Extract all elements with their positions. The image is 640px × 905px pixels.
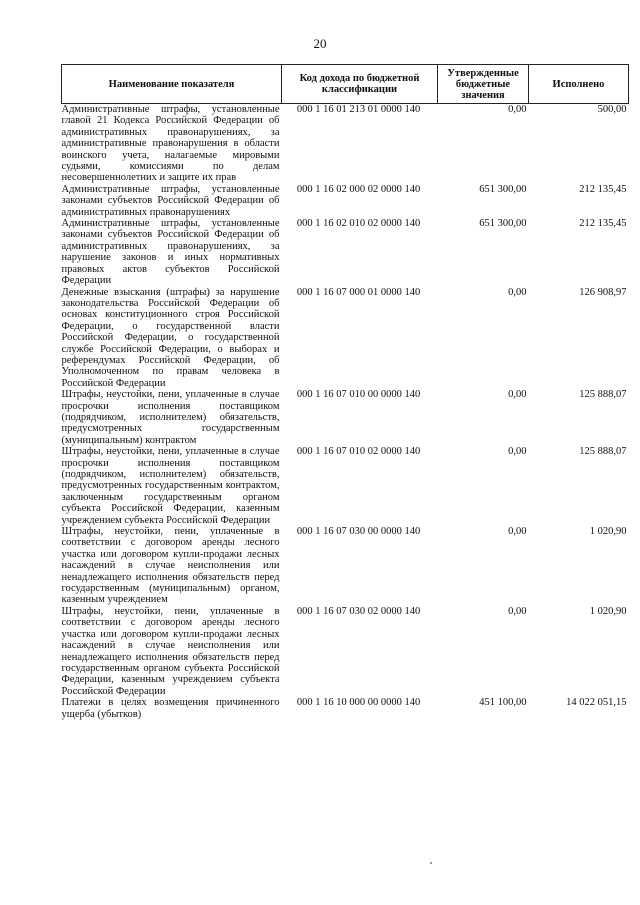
executed-value: 126 908,97 xyxy=(579,286,627,298)
indicator-name: Штрафы, неустойки, пени, уплаченные в соответствии с договором аренды лесного участка или договором купли-продажи лесных насаждений в случае неисполнения или ненадлежащего исполнения обязательств перед государственным (муниципальным) органом, казенным учреждением xyxy=(61,526,280,606)
indicator-name: Штрафы, неустойки, пени, уплаченные в соответствии с договором аренды лесного участка или договором купли-продажи лесных насаждений в случае неисполнения или ненадлежащего исполнения обязательств перед государственным органом субъекта Российской Федерации, казенным учреждением субъекта Российской Федерации xyxy=(61,605,280,697)
indicator-name: Штрафы, неустойки, пени, уплаченные в случае просрочки исполнения поставщиком (подрядчиком, исполнителем) обязательств, предусмотренных государственным контрактом, заключенным государственным органом субъекта Российской Федерации, казенным учреждением субъекта Российской Федерации xyxy=(61,446,280,526)
income-code: 000 1 16 07 010 02 0000 140 xyxy=(296,446,421,458)
approved-value: 0,00 xyxy=(508,526,527,538)
table-row xyxy=(62,526,629,606)
executed-value: 125 888,07 xyxy=(579,446,627,458)
indicator-name: Административные штрафы, установленные законами субъектов Российской Федерации об административных правонарушениях, за нарушение законов и иных нормативных правовых актов субъектов Российской Федерации xyxy=(61,218,280,287)
approved-value: 0,00 xyxy=(508,605,527,617)
income-code: 000 1 16 07 000 01 0000 140 xyxy=(296,286,421,298)
table-row xyxy=(62,606,629,697)
table-row xyxy=(62,287,629,390)
approved-value: 451 100,00 xyxy=(479,697,527,709)
approved-value: 0,00 xyxy=(508,389,527,401)
table-row xyxy=(62,218,629,286)
income-code: 000 1 16 07 010 00 0000 140 xyxy=(296,389,421,401)
approved-value: 0,00 xyxy=(508,286,527,298)
income-code: 000 1 16 07 030 02 0000 140 xyxy=(296,605,421,617)
executed-value: 212 135,45 xyxy=(579,218,627,230)
indicator-name: Административные штрафы, установленные главой 21 Кодекса Российской Федерации об административных правонарушениях, за административные правонарушения в области воинского учета, налагаемые мировыми судьями, комиссиями по делам несовершеннолетних и защите их прав xyxy=(61,104,280,184)
income-code: 000 1 16 10 000 00 0000 140 xyxy=(296,697,421,709)
header-name: Наименование показателя xyxy=(62,65,282,104)
table-header-row xyxy=(62,65,629,104)
executed-value: 212 135,45 xyxy=(579,183,627,195)
income-code: 000 1 16 02 010 02 0000 140 xyxy=(296,218,421,230)
header-code: Код дохода по бюджетной классификации xyxy=(282,65,438,104)
approved-value: 0,00 xyxy=(508,446,527,458)
indicator-name: Административные штрафы, установленные законами субъектов Российской Федерации об административных правонарушениях xyxy=(61,183,280,218)
income-code: 000 1 16 02 000 02 0000 140 xyxy=(296,183,421,195)
header-approved: Утвержденные бюджетные значения xyxy=(438,65,529,104)
executed-value: 14 022 051,15 xyxy=(566,697,627,709)
executed-value: 125 888,07 xyxy=(579,389,627,401)
table-row xyxy=(62,446,629,526)
table-row xyxy=(62,697,629,720)
table-row xyxy=(62,104,629,184)
approved-value: 651 300,00 xyxy=(479,218,527,230)
executed-value: 500,00 xyxy=(597,104,627,115)
table-row xyxy=(62,184,629,218)
executed-value: 1 020,90 xyxy=(589,526,627,538)
indicator-name: Денежные взыскания (штрафы) за нарушение законодательства Российской Федерации об основах конституционного строя Российской Федерации, о государственной власти Российской Федерации, о государственной службе Российской Федерации, о выборах и референдумах Российской Федерации, об Уполномоченном по правам человека в Российской Федерации xyxy=(61,286,280,389)
income-code: 000 1 16 07 030 00 0000 140 xyxy=(296,526,421,538)
indicator-name: Штрафы, неустойки, пени, уплаченные в случае просрочки исполнения поставщиком (подрядчиком, исполнителем) обязательств, предусмотренных государственным (муниципальным) контрактом xyxy=(61,389,280,446)
indicator-name: Платежи в целях возмещения причиненного ущерба (убытков) xyxy=(61,697,280,720)
scan-speck xyxy=(430,862,432,864)
approved-value: 0,00 xyxy=(508,104,527,115)
page-number: 20 xyxy=(313,36,327,51)
header-executed: Исполнено xyxy=(529,65,629,104)
budget-table xyxy=(61,64,629,720)
table-row xyxy=(62,389,629,446)
executed-value: 1 020,90 xyxy=(589,605,627,617)
approved-value: 651 300,00 xyxy=(479,183,527,195)
income-code: 000 1 16 01 213 01 0000 140 xyxy=(296,104,421,115)
